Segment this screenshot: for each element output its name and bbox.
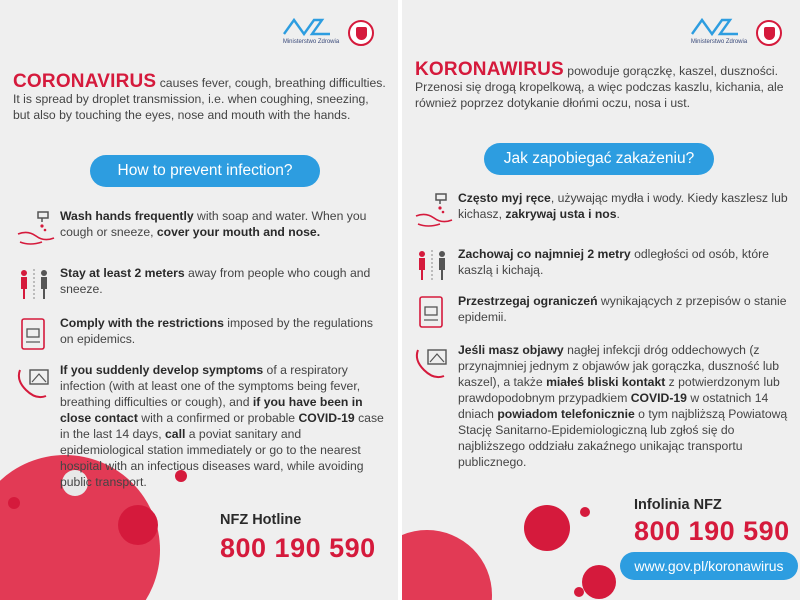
list-item: Stay at least 2 meters away from people who cough and sneeze. xyxy=(14,265,386,307)
distance-icon xyxy=(14,265,60,307)
hotline-label: NFZ Hotline xyxy=(220,512,302,528)
list-item: Comply with the restrictions imposed by the regulations on epidemics. xyxy=(14,315,386,357)
prevent-infection-button[interactable]: How to prevent infection? xyxy=(90,155,320,187)
intro-keyword: KORONAWIRUS xyxy=(415,59,564,80)
regulations-icon xyxy=(412,293,458,335)
handwashing-icon xyxy=(14,208,60,250)
distance-icon xyxy=(412,246,458,288)
list-item: Zachowaj co najmniej 2 metry odległości od osób, które kaszlą i kichają. xyxy=(412,246,790,288)
intro-text: KORONAWIRUS powoduje gorączkę, kaszel, duszności. Przenosi się drogą kropelkową, a więc podczas kaszlu, kichania, ale również poprzez dotykanie dłońmi oczu, nosa i ust. xyxy=(415,59,784,110)
decorative-dot xyxy=(8,497,20,509)
national-emblem-icon xyxy=(756,20,782,46)
decorative-dot xyxy=(580,507,590,517)
phone-symptoms-icon xyxy=(14,362,60,404)
prevent-infection-button[interactable]: Jak zapobiegać zakażeniu? xyxy=(484,143,714,175)
intro-text: CORONAVIRUS causes fever, cough, breathing difficulties. It is spread by droplet transmission, i.e. when coughing, sneezing, but also by touching the eyes, nose and mouth with the hands. xyxy=(13,71,386,122)
handwashing-icon xyxy=(412,190,458,232)
nfz-logo xyxy=(282,16,340,45)
decorative-dot xyxy=(118,505,158,545)
logo-group xyxy=(282,16,374,46)
hotline-number[interactable]: 800 190 590 xyxy=(220,533,376,563)
english-panel xyxy=(0,0,398,600)
hotline-label: Infolinia NFZ xyxy=(634,497,722,513)
nfz-logo-icon xyxy=(690,16,748,38)
decorative-dot xyxy=(524,505,570,551)
ministry-label: Ministerstwo Zdrowia xyxy=(282,39,340,45)
hotline-number[interactable]: 800 190 590 xyxy=(634,516,790,546)
list-item: If you suddenly develop symptoms of a respiratory infection (with at least one of the symptoms being fever, breathing difficulties or cough), and if you have been in close contact with a confirmed or probable COVID-19 case in the last 14 days, call a poviat sanitary and epidemiological station immediately or go to the nearest hospital with an infectious diseases ward, while avoiding public transport. xyxy=(14,362,386,490)
decorative-circle xyxy=(402,530,492,600)
nfz-logo-icon xyxy=(282,16,340,38)
decorative-dot xyxy=(582,565,616,599)
national-emblem-icon xyxy=(348,20,374,46)
decorative-dot xyxy=(574,587,584,597)
list-item: Jeśli masz objawy nagłej infekcji dróg oddechowych (z przynajmniej jednym z objawów jak gorączka, duszność lub kaszel), a także miałeś bliski kontakt z potwierdzonym lub prawdopodobnym przypadkiem COVID-19 w ostatnich 14 dniach powiadom telefonicznie o tym najbliższą Powiatową Stację Sanitarno-Epidemiologiczną lub zgłoś się do najbliższego oddziału zakaźnego unikając transportu publicznego. xyxy=(412,342,790,470)
ministry-label: Ministerstwo Zdrowia xyxy=(690,39,748,45)
logo-group xyxy=(690,16,782,46)
phone-symptoms-icon xyxy=(412,342,458,384)
list-item: Przestrzegaj ograniczeń wynikających z przepisów o stanie epidemii. xyxy=(412,293,790,335)
regulations-icon xyxy=(14,315,60,357)
website-link[interactable]: www.gov.pl/koronawirus xyxy=(620,552,798,580)
list-item: Często myj ręce, używając mydła i wody. Kiedy kaszlesz lub kichasz, zakrywaj usta i nos. xyxy=(412,190,790,232)
list-item: Wash hands frequently with soap and water. When you cough or sneeze, cover your mouth and nose. xyxy=(14,208,386,250)
polish-panel xyxy=(402,0,800,600)
nfz-logo xyxy=(690,16,748,45)
intro-keyword: CORONAVIRUS xyxy=(13,71,157,92)
